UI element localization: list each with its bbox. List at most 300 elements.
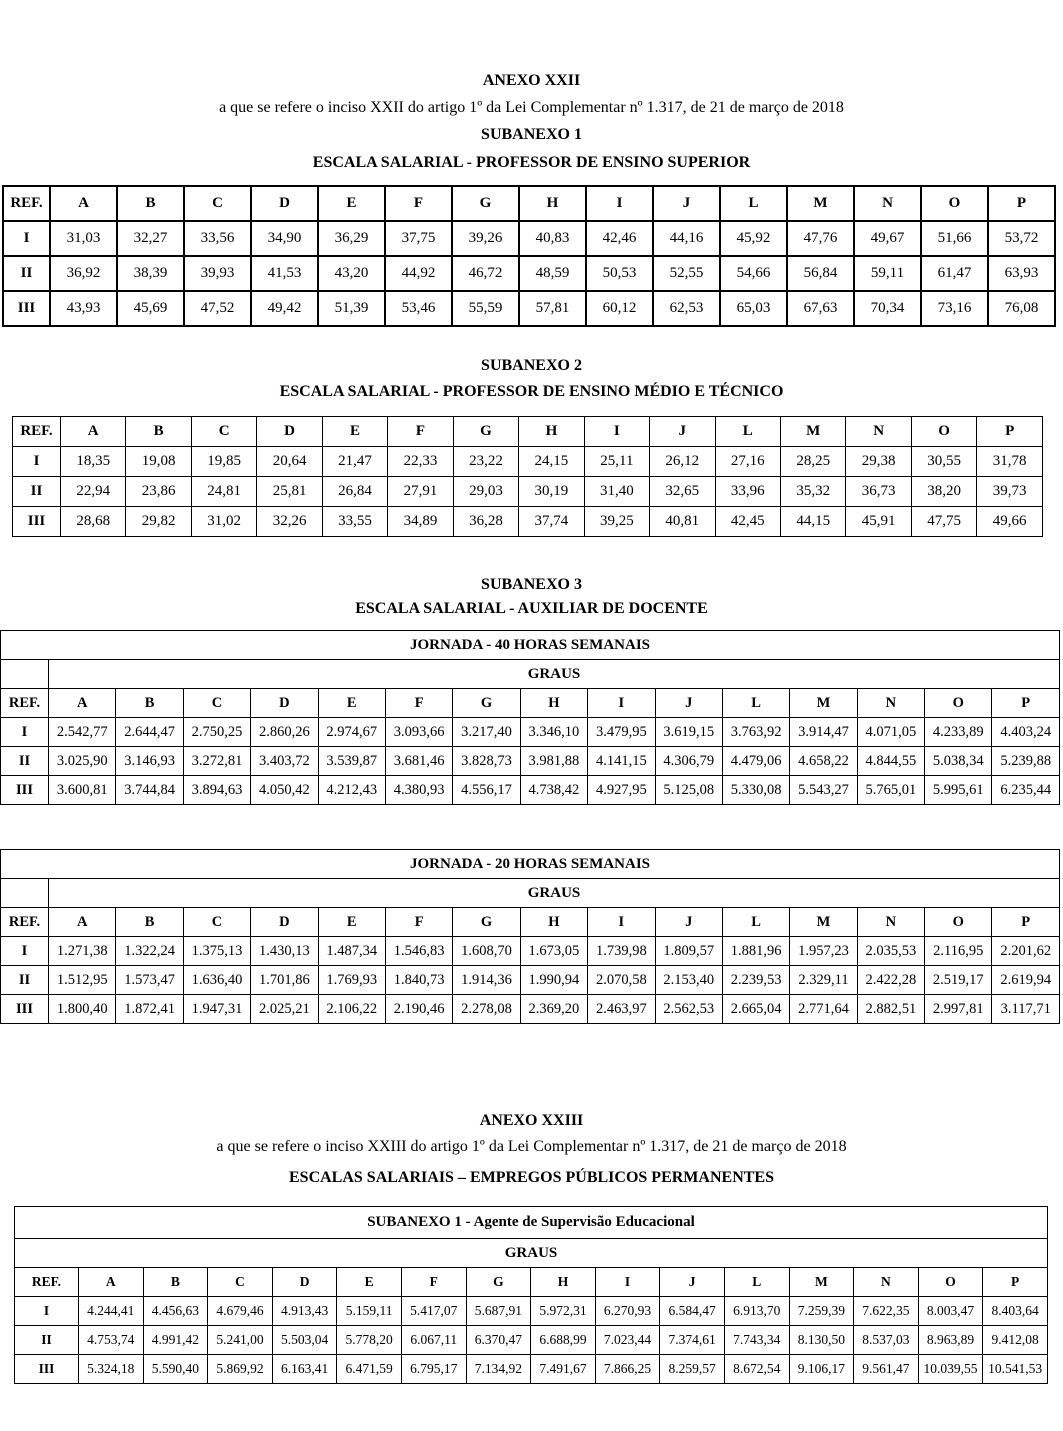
grade-column-header: B [143, 1268, 208, 1297]
salary-cell: 5.995,61 [925, 776, 992, 805]
salary-cell: 31,02 [191, 507, 256, 537]
table-row [13, 447, 1043, 477]
table-row [1, 937, 1060, 966]
salary-cell: 4.050,42 [251, 776, 318, 805]
salary-cell: 3.894,63 [183, 776, 250, 805]
grade-column-header: O [918, 1268, 983, 1297]
salary-cell: 4.479,06 [722, 747, 789, 776]
anexo-xxiii-heading: ESCALAS SALARIAIS – EMPREGOS PÚBLICOS PERMANENTES [289, 1169, 774, 1186]
salary-cell: 2.153,40 [655, 966, 722, 995]
grade-column-header: F [385, 689, 452, 718]
salary-table-professor-medio-tecnico [12, 416, 1043, 537]
salary-cell: 36,29 [318, 221, 385, 256]
salary-cell: 39,93 [184, 256, 251, 291]
salary-cell: 35,32 [780, 477, 845, 507]
subanexo-2-label: SUBANEXO 2 [481, 357, 582, 374]
salary-cell: 2.619,94 [992, 966, 1060, 995]
salary-cell: 76,08 [988, 291, 1055, 326]
salary-cell: 2.974,67 [318, 718, 385, 747]
grade-column-header: I [588, 908, 655, 937]
grade-column-header: E [322, 417, 387, 447]
salary-cell: 1.573,47 [116, 966, 183, 995]
salary-cell: 1.546,83 [385, 937, 452, 966]
salary-cell: 9.561,47 [854, 1355, 919, 1384]
salary-cell: 43,93 [50, 291, 117, 326]
grade-column-header: D [272, 1268, 337, 1297]
salary-cell: 28,68 [61, 507, 126, 537]
grade-column-header: N [857, 908, 924, 937]
salary-cell: 38,20 [911, 477, 976, 507]
salary-cell: 41,53 [251, 256, 318, 291]
salary-cell: 2.542,77 [49, 718, 116, 747]
table-row [1, 995, 1060, 1024]
salary-cell: 42,45 [715, 507, 780, 537]
ref-level-cell: II [1, 966, 49, 995]
salary-cell: 36,92 [50, 256, 117, 291]
salary-cell: 23,22 [453, 447, 518, 477]
salary-cell: 3.600,81 [49, 776, 116, 805]
grade-column-header: H [520, 689, 587, 718]
salary-cell: 2.562,53 [655, 995, 722, 1024]
salary-cell: 2.329,11 [790, 966, 857, 995]
salary-cell: 42,46 [586, 221, 653, 256]
salary-cell: 7.622,35 [854, 1297, 919, 1326]
salary-cell: 5.765,01 [857, 776, 924, 805]
salary-cell: 1.673,05 [520, 937, 587, 966]
salary-cell: 3.217,40 [453, 718, 520, 747]
salary-cell: 5.778,20 [337, 1326, 402, 1355]
salary-cell: 7.023,44 [595, 1326, 660, 1355]
salary-cell: 2.750,25 [183, 718, 250, 747]
salary-cell: 5.590,40 [143, 1355, 208, 1384]
salary-cell: 3.914,47 [790, 718, 857, 747]
salary-cell: 22,94 [61, 477, 126, 507]
grade-column-header: H [520, 908, 587, 937]
grade-column-header: B [116, 908, 183, 937]
salary-cell: 6.270,93 [595, 1297, 660, 1326]
salary-cell: 4.658,22 [790, 747, 857, 776]
salary-cell: 30,55 [911, 447, 976, 477]
ref-level-cell: III [13, 507, 61, 537]
salary-table-agente-supervisao [14, 1206, 1048, 1384]
salary-cell: 1.512,95 [49, 966, 116, 995]
salary-cell: 1.769,93 [318, 966, 385, 995]
salary-cell: 2.644,47 [116, 718, 183, 747]
salary-cell: 9.106,17 [789, 1355, 854, 1384]
salary-cell: 22,33 [388, 447, 453, 477]
salary-cell: 2.882,51 [857, 995, 924, 1024]
salary-cell: 2.070,58 [588, 966, 655, 995]
grade-column-header: A [49, 689, 116, 718]
grade-column-header: C [183, 689, 250, 718]
grade-column-header: J [650, 417, 715, 447]
salary-cell: 1.430,13 [251, 937, 318, 966]
salary-cell: 5.972,31 [531, 1297, 596, 1326]
salary-cell: 2.035,53 [857, 937, 924, 966]
grade-column-header: B [116, 689, 183, 718]
salary-cell: 65,03 [720, 291, 787, 326]
salary-cell: 6.163,41 [272, 1355, 337, 1384]
salary-cell: 2.771,64 [790, 995, 857, 1024]
salary-cell: 25,11 [584, 447, 649, 477]
ref-level-cell: I [15, 1297, 79, 1326]
salary-cell: 70,34 [854, 291, 921, 326]
subanexo-2-title: ESCALA SALARIAL - PROFESSOR DE ENSINO MÉDIO E TÉCNICO [279, 383, 784, 400]
grade-column-header: A [49, 908, 116, 937]
salary-cell: 51,66 [921, 221, 988, 256]
salary-cell: 29,03 [453, 477, 518, 507]
salary-cell: 7.866,25 [595, 1355, 660, 1384]
salary-cell: 62,53 [653, 291, 720, 326]
salary-cell: 43,20 [318, 256, 385, 291]
salary-cell: 3.117,71 [992, 995, 1060, 1024]
grade-column-header: I [595, 1268, 660, 1297]
table-header-row [1, 689, 1060, 718]
salary-cell: 28,25 [780, 447, 845, 477]
salary-cell: 1.271,38 [49, 937, 116, 966]
table-header-row [13, 417, 1043, 447]
salary-cell: 4.233,89 [925, 718, 992, 747]
ref-level-cell: II [13, 477, 61, 507]
salary-cell: 8.130,50 [789, 1326, 854, 1355]
salary-cell: 1.872,41 [116, 995, 183, 1024]
salary-cell: 47,52 [184, 291, 251, 326]
ref-column-header: REF. [15, 1268, 79, 1297]
grade-column-header: N [854, 1268, 919, 1297]
salary-cell: 3.763,92 [722, 718, 789, 747]
grade-column-header: C [208, 1268, 273, 1297]
salary-cell: 47,75 [911, 507, 976, 537]
salary-cell: 6.688,99 [531, 1326, 596, 1355]
anexo-xxiii-title: ANEXO XXIII [479, 1112, 584, 1129]
salary-cell: 37,74 [519, 507, 584, 537]
salary-cell: 24,81 [191, 477, 256, 507]
salary-cell: 19,08 [126, 447, 191, 477]
salary-cell: 23,86 [126, 477, 191, 507]
salary-cell: 32,26 [257, 507, 322, 537]
salary-cell: 33,55 [322, 507, 387, 537]
grade-column-header: L [724, 1268, 789, 1297]
salary-cell: 24,15 [519, 447, 584, 477]
salary-cell: 31,78 [977, 447, 1043, 477]
grade-column-header: J [655, 689, 722, 718]
subanexo-1-title: ESCALA SALARIAL - PROFESSOR DE ENSINO SUPERIOR [312, 154, 751, 171]
salary-cell: 4.556,17 [453, 776, 520, 805]
table-header-row [3, 186, 1055, 221]
salary-table-professor-superior [2, 185, 1056, 327]
salary-cell: 1.914,36 [453, 966, 520, 995]
salary-cell: 8.403,64 [983, 1297, 1048, 1326]
salary-cell: 51,39 [318, 291, 385, 326]
salary-cell: 7.491,67 [531, 1355, 596, 1384]
salary-cell: 4.991,42 [143, 1326, 208, 1355]
salary-cell: 27,16 [715, 447, 780, 477]
table-row [15, 1326, 1048, 1355]
salary-cell: 31,40 [584, 477, 649, 507]
salary-cell: 3.981,88 [520, 747, 587, 776]
ref-level-cell: II [1, 747, 49, 776]
salary-cell: 44,16 [653, 221, 720, 256]
salary-cell: 8.003,47 [918, 1297, 983, 1326]
salary-cell: 19,85 [191, 447, 256, 477]
salary-cell: 3.619,15 [655, 718, 722, 747]
ref-level-cell: III [15, 1355, 79, 1384]
grade-column-header: I [588, 689, 655, 718]
salary-cell: 49,42 [251, 291, 318, 326]
grade-column-header: L [722, 908, 789, 937]
salary-cell: 2.239,53 [722, 966, 789, 995]
salary-cell: 6.235,44 [992, 776, 1060, 805]
salary-cell: 1.809,57 [655, 937, 722, 966]
salary-cell: 4.927,95 [588, 776, 655, 805]
salary-cell: 73,16 [921, 291, 988, 326]
anexo-xxii-subtitle: a que se refere o inciso XXII do artigo 1º da Lei Complementar nº 1.317, de 21 de março de 2018 [219, 99, 844, 116]
table-header-row [1, 908, 1060, 937]
salary-cell: 45,92 [720, 221, 787, 256]
jornada-40h-caption: JORNADA - 40 HORAS SEMANAIS [1, 631, 1060, 660]
salary-cell: 5.543,27 [790, 776, 857, 805]
table-header-row [15, 1268, 1048, 1297]
salary-cell: 3.025,90 [49, 747, 116, 776]
salary-cell: 59,11 [854, 256, 921, 291]
salary-cell: 3.479,95 [588, 718, 655, 747]
salary-cell: 1.636,40 [183, 966, 250, 995]
grade-column-header: E [318, 186, 385, 221]
salary-cell: 1.739,98 [588, 937, 655, 966]
salary-cell: 6.795,17 [401, 1355, 466, 1384]
ref-level-cell: I [3, 221, 50, 256]
salary-cell: 1.990,94 [520, 966, 587, 995]
salary-cell: 36,73 [846, 477, 911, 507]
salary-cell: 3.828,73 [453, 747, 520, 776]
ref-level-cell: II [15, 1326, 79, 1355]
grade-column-header: P [977, 417, 1043, 447]
salary-cell: 2.369,20 [520, 995, 587, 1024]
grade-column-header: G [466, 1268, 531, 1297]
grade-column-header: L [722, 689, 789, 718]
salary-cell: 6.370,47 [466, 1326, 531, 1355]
table-row [1, 776, 1060, 805]
grade-column-header: F [401, 1268, 466, 1297]
salary-cell: 4.738,42 [520, 776, 587, 805]
salary-cell: 33,96 [715, 477, 780, 507]
grade-column-header: B [117, 186, 184, 221]
salary-cell: 10.541,53 [983, 1355, 1048, 1384]
salary-cell: 3.744,84 [116, 776, 183, 805]
salary-cell: 2.278,08 [453, 995, 520, 1024]
salary-cell: 8.963,89 [918, 1326, 983, 1355]
grade-column-header: O [925, 908, 992, 937]
salary-cell: 7.259,39 [789, 1297, 854, 1326]
salary-cell: 27,91 [388, 477, 453, 507]
salary-cell: 2.201,62 [992, 937, 1060, 966]
salary-cell: 5.869,92 [208, 1355, 273, 1384]
salary-cell: 6.471,59 [337, 1355, 402, 1384]
salary-cell: 4.380,93 [385, 776, 452, 805]
salary-cell: 5.324,18 [79, 1355, 144, 1384]
salary-cell: 1.375,13 [183, 937, 250, 966]
salary-cell: 2.422,28 [857, 966, 924, 995]
salary-cell: 1.840,73 [385, 966, 452, 995]
salary-cell: 49,67 [854, 221, 921, 256]
grade-column-header: O [921, 186, 988, 221]
grade-column-header: H [519, 417, 584, 447]
grade-column-header: O [911, 417, 976, 447]
salary-cell: 61,47 [921, 256, 988, 291]
grade-column-header: H [519, 186, 586, 221]
salary-cell: 5.687,91 [466, 1297, 531, 1326]
salary-cell: 32,27 [117, 221, 184, 256]
grade-column-header: C [184, 186, 251, 221]
salary-cell: 3.272,81 [183, 747, 250, 776]
salary-cell: 1.487,34 [318, 937, 385, 966]
salary-cell: 4.212,43 [318, 776, 385, 805]
salary-cell: 6.913,70 [724, 1297, 789, 1326]
salary-cell: 55,59 [452, 291, 519, 326]
salary-cell: 60,12 [586, 291, 653, 326]
grade-column-header: D [251, 186, 318, 221]
table-row [1, 718, 1060, 747]
graus-header: GRAUS [49, 660, 1060, 689]
grade-column-header: M [787, 186, 854, 221]
salary-cell: 50,53 [586, 256, 653, 291]
salary-cell: 9.412,08 [983, 1326, 1048, 1355]
grade-column-header: F [388, 417, 453, 447]
salary-cell: 4.913,43 [272, 1297, 337, 1326]
salary-cell: 10.039,55 [918, 1355, 983, 1384]
salary-cell: 2.519,17 [925, 966, 992, 995]
grade-column-header: C [191, 417, 256, 447]
jornada-20h-caption: JORNADA - 20 HORAS SEMANAIS [1, 850, 1060, 879]
salary-cell: 44,92 [385, 256, 452, 291]
salary-cell: 21,47 [322, 447, 387, 477]
salary-cell: 54,66 [720, 256, 787, 291]
table-row [3, 221, 1055, 256]
grade-column-header: O [925, 689, 992, 718]
grade-column-header: G [453, 417, 518, 447]
anexo-xxiii-subtitle: a que se refere o inciso XXIII do artigo 1º da Lei Complementar nº 1.317, de 21 de março de 2018 [216, 1138, 847, 1155]
salary-cell: 53,46 [385, 291, 452, 326]
grade-column-header: M [790, 689, 857, 718]
grade-column-header: P [992, 908, 1060, 937]
table-row [13, 507, 1043, 537]
salary-cell: 36,28 [453, 507, 518, 537]
grade-column-header: D [251, 689, 318, 718]
salary-cell: 2.190,46 [385, 995, 452, 1024]
salary-cell: 1.881,96 [722, 937, 789, 966]
salary-cell: 4.456,63 [143, 1297, 208, 1326]
ref-column-header: REF. [3, 186, 50, 221]
grade-column-header: D [257, 417, 322, 447]
grade-column-header: L [715, 417, 780, 447]
grade-column-header: P [992, 689, 1060, 718]
salary-cell: 3.539,87 [318, 747, 385, 776]
grade-column-header: F [385, 186, 452, 221]
table-row [15, 1297, 1048, 1326]
salary-cell: 2.665,04 [722, 995, 789, 1024]
salary-cell: 52,55 [653, 256, 720, 291]
salary-cell: 37,75 [385, 221, 452, 256]
subanexo-1-agente-caption: SUBANEXO 1 - Agente de Supervisão Educacional [15, 1207, 1048, 1239]
ref-level-cell: III [1, 776, 49, 805]
salary-cell: 4.753,74 [79, 1326, 144, 1355]
salary-cell: 45,69 [117, 291, 184, 326]
grade-column-header: M [790, 908, 857, 937]
salary-cell: 4.071,05 [857, 718, 924, 747]
salary-table-auxiliar-40h [0, 630, 1060, 805]
table-row [3, 256, 1055, 291]
salary-cell: 8.259,57 [660, 1355, 725, 1384]
salary-cell: 32,65 [650, 477, 715, 507]
ref-column-header: REF. [1, 908, 49, 937]
grade-column-header: P [988, 186, 1055, 221]
table-row [3, 291, 1055, 326]
salary-cell: 4.141,15 [588, 747, 655, 776]
salary-cell: 4.844,55 [857, 747, 924, 776]
subanexo-1-label: SUBANEXO 1 [481, 126, 582, 143]
grade-column-header: G [452, 186, 519, 221]
salary-cell: 40,83 [519, 221, 586, 256]
salary-cell: 1.701,86 [251, 966, 318, 995]
table-row [13, 477, 1043, 507]
grade-column-header: P [983, 1268, 1048, 1297]
grade-column-header: J [655, 908, 722, 937]
grade-column-header: M [780, 417, 845, 447]
salary-cell: 39,26 [452, 221, 519, 256]
ref-column-header: REF. [1, 689, 49, 718]
table-row [1, 747, 1060, 776]
salary-cell: 56,84 [787, 256, 854, 291]
graus-header: GRAUS [15, 1239, 1048, 1268]
salary-cell: 40,81 [650, 507, 715, 537]
salary-cell: 3.146,93 [116, 747, 183, 776]
salary-cell: 49,66 [977, 507, 1043, 537]
salary-cell: 67,63 [787, 291, 854, 326]
salary-cell: 53,72 [988, 221, 1055, 256]
salary-cell: 7.374,61 [660, 1326, 725, 1355]
grade-column-header: A [61, 417, 126, 447]
salary-cell: 31,03 [50, 221, 117, 256]
salary-cell: 8.672,54 [724, 1355, 789, 1384]
salary-cell: 18,35 [61, 447, 126, 477]
salary-cell: 48,59 [519, 256, 586, 291]
salary-cell: 5.241,00 [208, 1326, 273, 1355]
salary-cell: 47,76 [787, 221, 854, 256]
table-row [1, 966, 1060, 995]
ref-column-header: REF. [13, 417, 61, 447]
ref-level-cell: I [13, 447, 61, 477]
salary-cell: 1.947,31 [183, 995, 250, 1024]
salary-cell: 1.322,24 [116, 937, 183, 966]
salary-cell: 39,73 [977, 477, 1043, 507]
salary-cell: 6.067,11 [401, 1326, 466, 1355]
salary-cell: 3.346,10 [520, 718, 587, 747]
salary-cell: 7.134,92 [466, 1355, 531, 1384]
grade-column-header: G [453, 689, 520, 718]
salary-cell: 20,64 [257, 447, 322, 477]
salary-cell: 2.997,81 [925, 995, 992, 1024]
salary-cell: 26,84 [322, 477, 387, 507]
salary-cell: 5.159,11 [337, 1297, 402, 1326]
ref-level-cell: I [1, 718, 49, 747]
salary-cell: 30,19 [519, 477, 584, 507]
salary-cell: 7.743,34 [724, 1326, 789, 1355]
salary-cell: 34,89 [388, 507, 453, 537]
grade-column-header: J [653, 186, 720, 221]
grade-column-header: F [385, 908, 452, 937]
salary-cell: 2.463,97 [588, 995, 655, 1024]
grade-column-header: J [660, 1268, 725, 1297]
